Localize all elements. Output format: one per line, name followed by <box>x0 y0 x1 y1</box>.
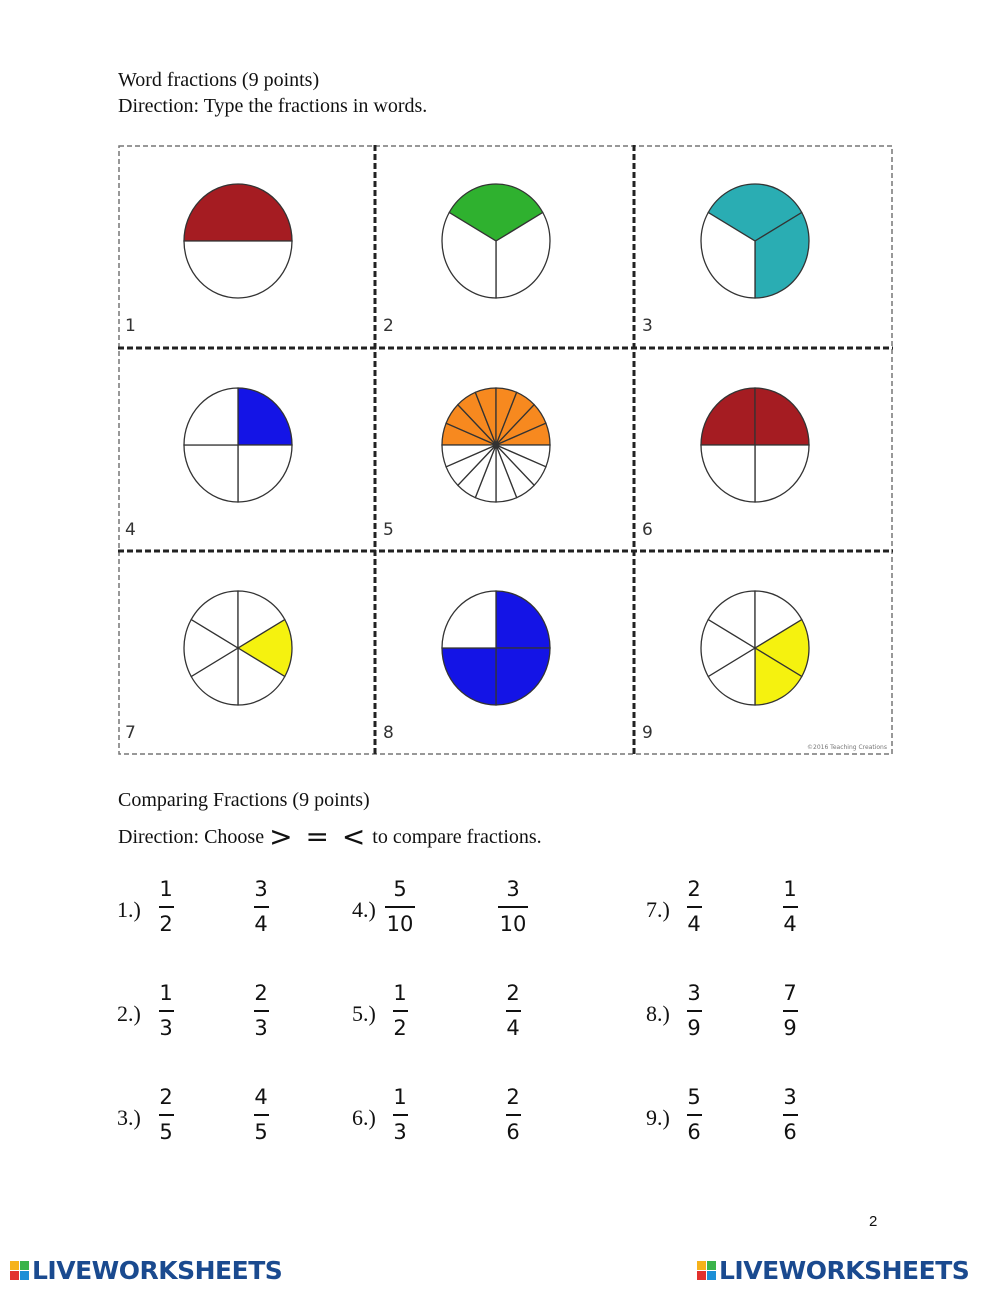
pie-chart-6 <box>699 386 811 504</box>
section-direction-word-fractions: Direction: Type the fractions in words. <box>118 95 428 117</box>
pie-chart-7 <box>182 589 294 707</box>
pie-chart-9 <box>699 589 811 707</box>
fraction-left <box>659 981 729 1040</box>
fraction-circle-1 <box>118 145 375 348</box>
fraction-bar <box>687 906 702 908</box>
logo-square <box>20 1261 29 1270</box>
pie-chart-5 <box>440 386 552 504</box>
fraction-bar <box>506 1114 521 1116</box>
unshaded-slice <box>755 445 809 502</box>
shaded-slice <box>238 388 292 445</box>
copyright-note: ©2016 Teaching Creations <box>807 744 887 751</box>
numerator: 5 <box>687 1085 701 1109</box>
fraction-bar <box>783 906 798 908</box>
fraction-left <box>131 877 201 936</box>
unshaded-slice <box>442 591 496 648</box>
numerator: 2 <box>159 1085 173 1109</box>
fraction-bar <box>783 1010 798 1012</box>
direction-text-after: to compare fractions. <box>372 826 542 848</box>
fraction-bar <box>393 1010 408 1012</box>
denominator: 5 <box>159 1120 173 1144</box>
unshaded-slice <box>701 445 755 502</box>
numerator: 1 <box>159 981 173 1005</box>
problem-label: 2.) <box>117 1001 141 1026</box>
fraction-bar <box>393 1114 408 1116</box>
fraction-right <box>755 981 825 1040</box>
section-direction-comparing-fractions <box>118 820 542 853</box>
problem-label: 4.) <box>352 897 376 922</box>
shaded-slice <box>442 648 496 705</box>
fraction-right <box>755 877 825 936</box>
circle-number: 3 <box>642 316 653 336</box>
denominator: 4 <box>687 912 701 936</box>
logo-square <box>20 1271 29 1280</box>
denominator: 4 <box>254 912 268 936</box>
circle-number: 9 <box>642 723 653 743</box>
fraction-circle-7 <box>118 552 375 755</box>
problem-label: 6.) <box>352 1105 376 1130</box>
fraction-right <box>755 1085 825 1144</box>
fraction-bar <box>254 1010 269 1012</box>
fraction-left <box>659 1085 729 1144</box>
numerator: 1 <box>783 877 797 901</box>
fraction-bar <box>254 1114 269 1116</box>
fraction-bar <box>159 1010 174 1012</box>
denominator: 10 <box>386 912 414 936</box>
shaded-slice <box>496 648 550 705</box>
pie-chart-3 <box>699 182 811 300</box>
fraction-bar <box>498 906 528 908</box>
fraction-circle-8 <box>376 552 634 755</box>
pie-chart-2 <box>440 182 552 300</box>
liveworksheets-logo-right <box>697 1256 969 1285</box>
numerator: 1 <box>393 1085 407 1109</box>
problem-label: 5.) <box>352 1001 376 1026</box>
direction-text-before: Direction: Choose <box>118 826 265 848</box>
denominator: 3 <box>254 1016 268 1040</box>
circle-number: 8 <box>383 723 394 743</box>
pie-chart-4 <box>182 386 294 504</box>
denominator: 9 <box>783 1016 797 1040</box>
fraction-right <box>478 981 548 1040</box>
fraction-bar <box>254 906 269 908</box>
denominator: 4 <box>506 1016 520 1040</box>
liveworksheets-logo-text: LIVEWORKSHEETS <box>32 1256 283 1285</box>
shaded-slice <box>701 388 755 445</box>
problem-label: 8.) <box>646 1001 670 1026</box>
fraction-bar <box>687 1010 702 1012</box>
denominator: 3 <box>159 1016 173 1040</box>
page-number: 2 <box>869 1213 878 1230</box>
liveworksheets-logo-left <box>10 1256 282 1285</box>
circle-number: 6 <box>642 520 653 540</box>
fraction-left <box>365 877 435 936</box>
fraction-bar <box>159 906 174 908</box>
unshaded-slice <box>184 388 238 445</box>
fraction-left <box>131 981 201 1040</box>
denominator: 4 <box>783 912 797 936</box>
fraction-circle-9 <box>635 552 893 755</box>
denominator: 6 <box>687 1120 701 1144</box>
logo-square <box>10 1261 19 1270</box>
fraction-right <box>226 1085 296 1144</box>
numerator: 3 <box>506 877 520 901</box>
fraction-circle-5 <box>376 349 634 552</box>
numerator: 5 <box>393 877 407 901</box>
denominator: 6 <box>783 1120 797 1144</box>
fraction-circle-6 <box>635 349 893 552</box>
logo-square <box>707 1271 716 1280</box>
logo-square <box>10 1271 19 1280</box>
denominator: 10 <box>499 912 527 936</box>
numerator: 3 <box>687 981 701 1005</box>
liveworksheets-logo-text: LIVEWORKSHEETS <box>719 1256 970 1285</box>
fraction-circle-3 <box>635 145 893 348</box>
fraction-left <box>659 877 729 936</box>
fraction-bar <box>783 1114 798 1116</box>
numerator: 2 <box>687 877 701 901</box>
fraction-left <box>131 1085 201 1144</box>
fraction-circle-4 <box>118 349 375 552</box>
numerator: 2 <box>506 1085 520 1109</box>
denominator: 2 <box>159 912 173 936</box>
shaded-slice <box>755 388 809 445</box>
fraction-circle-grid <box>118 145 893 755</box>
fraction-circle-2 <box>376 145 634 348</box>
denominator: 3 <box>393 1120 407 1144</box>
pie-chart-1 <box>182 182 294 300</box>
section-title-word-fractions: Word fractions (9 points) <box>118 69 320 91</box>
shaded-slice <box>496 591 550 648</box>
numerator: 7 <box>783 981 797 1005</box>
section-title-comparing-fractions: Comparing Fractions (9 points) <box>118 789 370 811</box>
fraction-right <box>226 877 296 936</box>
fraction-bar <box>159 1114 174 1116</box>
comparison-symbols: > = < <box>269 820 368 853</box>
numerator: 4 <box>254 1085 268 1109</box>
fraction-bar <box>506 1010 521 1012</box>
numerator: 3 <box>783 1085 797 1109</box>
fraction-left <box>365 1085 435 1144</box>
denominator: 9 <box>687 1016 701 1040</box>
fraction-bar <box>385 906 415 908</box>
fraction-right <box>478 877 548 936</box>
fraction-left <box>365 981 435 1040</box>
denominator: 6 <box>506 1120 520 1144</box>
numerator: 1 <box>393 981 407 1005</box>
fraction-right <box>478 1085 548 1144</box>
denominator: 5 <box>254 1120 268 1144</box>
numerator: 2 <box>254 981 268 1005</box>
logo-square <box>697 1261 706 1270</box>
liveworksheets-mark-icon <box>10 1261 29 1280</box>
circle-number: 2 <box>383 316 394 336</box>
problem-label: 9.) <box>646 1105 670 1130</box>
problem-label: 1.) <box>117 897 141 922</box>
shaded-slice <box>184 184 292 241</box>
unshaded-slice <box>184 445 238 502</box>
denominator: 2 <box>393 1016 407 1040</box>
logo-square <box>707 1261 716 1270</box>
circle-number: 1 <box>125 316 136 336</box>
fraction-right <box>226 981 296 1040</box>
problem-label: 7.) <box>646 897 670 922</box>
numerator: 1 <box>159 877 173 901</box>
unshaded-slice <box>238 445 292 502</box>
fraction-bar <box>687 1114 702 1116</box>
problem-label: 3.) <box>117 1105 141 1130</box>
unshaded-slice <box>184 241 292 298</box>
numerator: 2 <box>506 981 520 1005</box>
circle-number: 4 <box>125 520 136 540</box>
numerator: 3 <box>254 877 268 901</box>
liveworksheets-mark-icon <box>697 1261 716 1280</box>
circle-number: 7 <box>125 723 136 743</box>
logo-square <box>697 1271 706 1280</box>
pie-chart-8 <box>440 589 552 707</box>
circle-number: 5 <box>383 520 394 540</box>
